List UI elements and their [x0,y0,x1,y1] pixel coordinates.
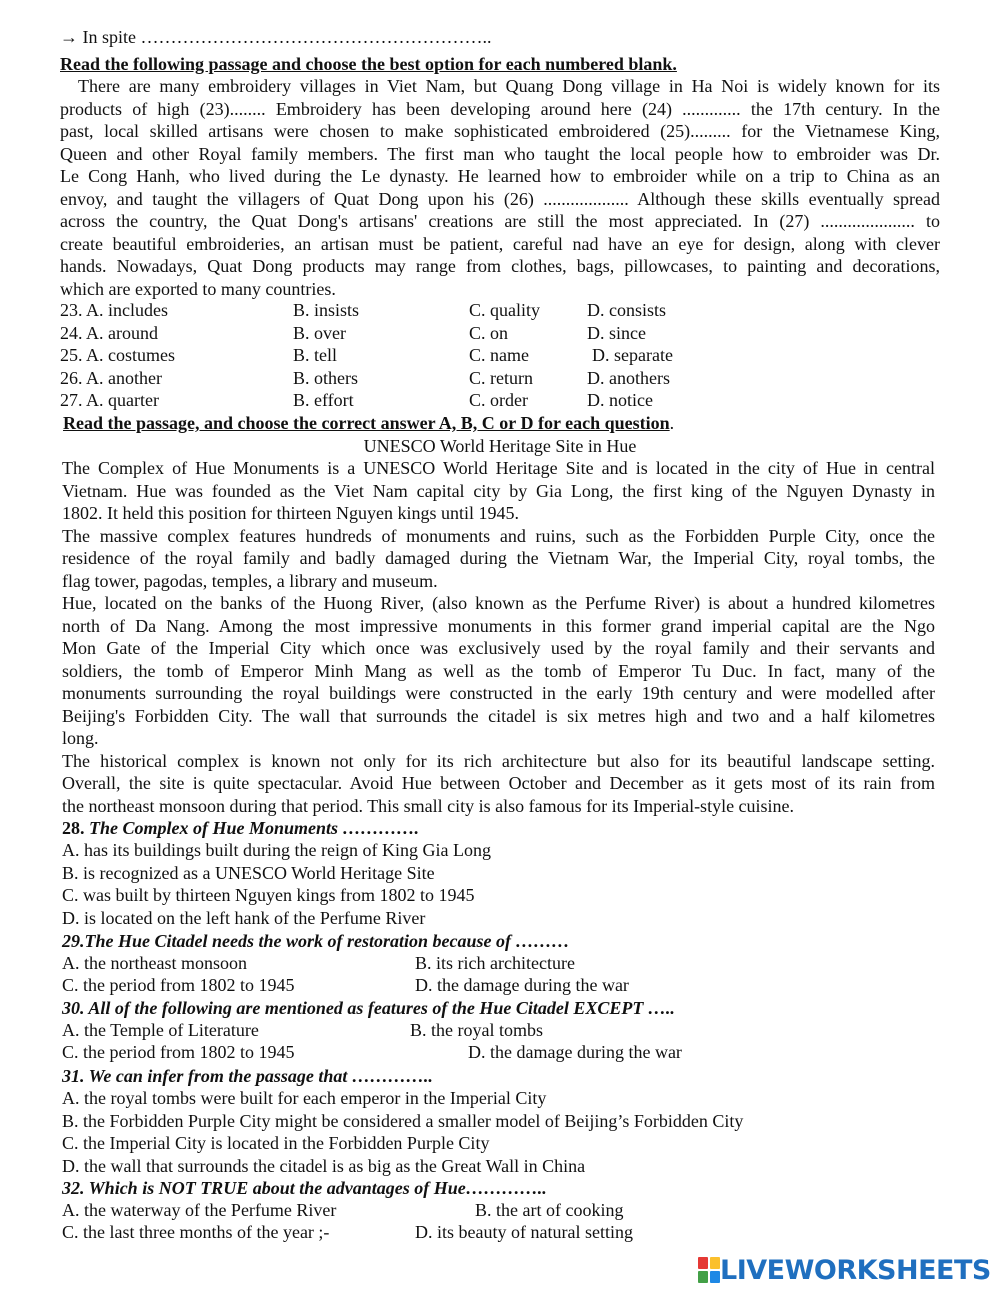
passage-line: 1802. It held this position for thirteen Nguyen kings until 1945. [62,503,519,523]
q31-option-c[interactable]: C. the Imperial City is located in the Forbidden Purple City [62,1133,490,1153]
passage-line: envoy, and taught the villagers of Quat Dong upon his (26) ................... Although these skills eventually spread [60,188,940,209]
passage-line: the northeast monsoon during that period. This small city is also famous for its Imperial-style cuisine. [62,795,795,816]
q32-option-d[interactable]: D. its beauty of natural setting [415,1222,633,1242]
q28-option-d[interactable]: D. is located on the left hank of the Perfume River [62,907,426,928]
q31-option-d[interactable]: D. the wall that surrounds the citadel is as big as the Great Wall in China [62,1155,586,1176]
passage-line: Queen and other Royal family members. The first man who taught the local people how to embroider was Dr. [60,143,940,164]
question-29-stem: 29.The Hue Citadel needs the work of restoration because of ……… [62,931,570,951]
passage-line: The historical complex is known not only for its rich architecture but also for its beautiful landscape setting. [62,750,935,771]
q31-option-b[interactable]: B. the Forbidden Purple City might be considered a smaller model of Beijing’s Forbidden City [62,1110,744,1131]
passage-line: Hue, located on the banks of the Huong River, (also known as the Perfume River) is about a hundred kilometres [62,593,935,613]
question-25-option-b[interactable]: B. tell [293,345,337,365]
passage-line: products of high (23)........ Embroidery has been developing around here (24) ............. the 17th century. In the [60,98,940,119]
passage-line: monuments surrounding the royal buildings were constructed in the early 19th century and were modelled after [62,683,935,703]
question-31-stem: 31. We can infer from the passage that ………….. [62,1066,433,1086]
q32-option-a[interactable]: A. the waterway of the Perfume River [62,1200,337,1220]
question-24-option-b[interactable]: B. over [293,322,346,343]
passage-line: Beijing's Forbidden City. The wall that surrounds the citadel is six metres high and two and a half kilometres [62,705,935,726]
passage-line: residence of the royal family and badly damaged during the Vietnam War, the Imperial City, royal tombs, the [62,548,935,568]
question-25-option-d[interactable]: D. separate [592,345,673,365]
liveworksheets-logo-text: LIVEWORKSHEETS [720,1254,991,1286]
question-25-option-a[interactable]: 25. A. costumes [60,345,175,365]
question-27-option-d[interactable]: D. notice [587,390,653,410]
question-28-stem: 28. The Complex of Hue Monuments …………. [62,818,420,838]
q30-option-c[interactable]: C. the period from 1802 to 1945 [62,1042,295,1062]
passage-line: The massive complex features hundreds of monuments and ruins, such as the Forbidden Purple City, once the [62,525,935,546]
question-30-stem: 30. All of the following are mentioned as features of the Hue Citadel EXCEPT ….. [62,998,675,1018]
q30-option-d[interactable]: D. the damage during the war [468,1042,682,1062]
question-32-stem: 32. Which is NOT TRUE about the advantages of Hue………….. [62,1178,547,1198]
liveworksheets-logo-icon [698,1257,720,1283]
question-23-option-c[interactable]: C. quality [469,300,540,320]
passage-line: hands. Nowadays, Quat Dong products may range from clothes, bags, pillowcases, to painting and decorations, [60,256,940,276]
liveworksheets-logo [698,1255,991,1285]
passage-line: which are exported to many countries. [60,278,336,299]
passage-line: create beautiful embroideries, an artisan must be patient, careful nad have an eye for design, along with clever [60,233,940,254]
passage-line: The Complex of Hue Monuments is a UNESCO World Heritage Site and is located in the city of Hue in central [62,458,935,478]
q31-option-a[interactable]: A. the royal tombs were built for each emperor in the Imperial City [62,1088,547,1108]
passage-line: long. [62,728,99,748]
question-23-option-d[interactable]: D. consists [587,300,667,320]
q30-option-a[interactable]: A. the Temple of Literature [62,1020,259,1040]
passage-line: flag tower, pagodas, temples, a library and museum. [62,570,438,591]
passage-line: past, local skilled artisans were chosen to make sophisticated embroidered (25)......... for the Vietnamese King, [60,121,940,141]
question-23-option-b[interactable]: B. insists [293,300,360,320]
question-27-option-b[interactable]: B. effort [293,390,354,410]
question-26-option-d[interactable]: D. anothers [587,367,670,388]
section1-instruction: Read the following passage and choose the best option for each numbered blank. [60,54,677,74]
question-24-option-a[interactable]: 24. A. around [60,322,158,343]
passage-line: Vietnam. Hue was founded as the Viet Nam capital city by Gia Long, the first king of the Nguyen Dynasty in [62,480,935,501]
q28-option-b[interactable]: B. is recognized as a UNESCO World Heritage Site [62,862,435,883]
q30-option-b[interactable]: B. the royal tombs [410,1020,543,1040]
question-24-option-d[interactable]: D. since [587,322,646,343]
q32-option-b[interactable]: B. the art of cooking [475,1200,624,1220]
q29-option-a[interactable]: A. the northeast monsoon [62,953,247,973]
passage-title: UNESCO World Heritage Site in Hue [363,436,637,456]
top-line-text: In spite ………………………………………………….. [82,27,492,47]
arrow-icon: → [60,27,78,47]
passage-line: soldiers, the tomb of Emperor Minh Mang as well as the tomb of Emperor Tu Duc. In fact, many of the [62,660,935,681]
question-24-option-c[interactable]: C. on [469,322,509,343]
q28-option-c[interactable]: C. was built by thirteen Nguyen kings from 1802 to 1945 [62,885,475,905]
question-26-option-a[interactable]: 26. A. another [60,367,162,388]
question-23-option-a[interactable]: 23. A. includes [60,300,168,320]
question-27-option-a[interactable]: 27. A. quarter [60,390,159,410]
section2-instruction: Read the passage, and choose the correct answer A, B, C or D for each question [63,413,670,433]
passage-line: There are many embroidery villages in Viet Nam, but Quang Dong village in Ha Noi is widely known for its [78,76,940,96]
q29-option-d[interactable]: D. the damage during the war [415,975,629,995]
question-27-option-c[interactable]: C. order [469,390,528,410]
question-26-option-c[interactable]: C. return [469,367,533,388]
question-26-option-b[interactable]: B. others [293,367,358,388]
question-25-option-c[interactable]: C. name [469,345,529,365]
top-line [60,26,492,48]
passage-line: Overall, the site is quite spectacular. Avoid Hue between October and December as it gets most of its rain from [62,773,935,793]
q28-option-a[interactable]: A. has its buildings built during the reign of King Gia Long [62,840,491,860]
q29-option-b[interactable]: B. its rich architecture [415,953,575,973]
passage-line: Le Cong Hanh, who lived during the Le dynasty. He learned how to embroider while on a trip to China as an [60,166,940,186]
passage-line: north of Da Nang. Among the most impressive monuments in this former grand imperial capital are the Ngo [62,615,935,636]
passage-line: Mon Gate of the Imperial City which once was exclusively used by the royal family and their servants and [62,638,935,658]
passage-line: across the country, the Quat Dong's artisans' creations are still the most appreciated. In (27) ..................... to [60,211,940,231]
section2-instruction-line: Read the passage, and choose the correct answer A, B, C or D for each question. [63,413,675,433]
q29-option-c[interactable]: C. the period from 1802 to 1945 [62,975,295,995]
q32-option-c[interactable]: C. the last three months of the year ;- [62,1222,330,1242]
